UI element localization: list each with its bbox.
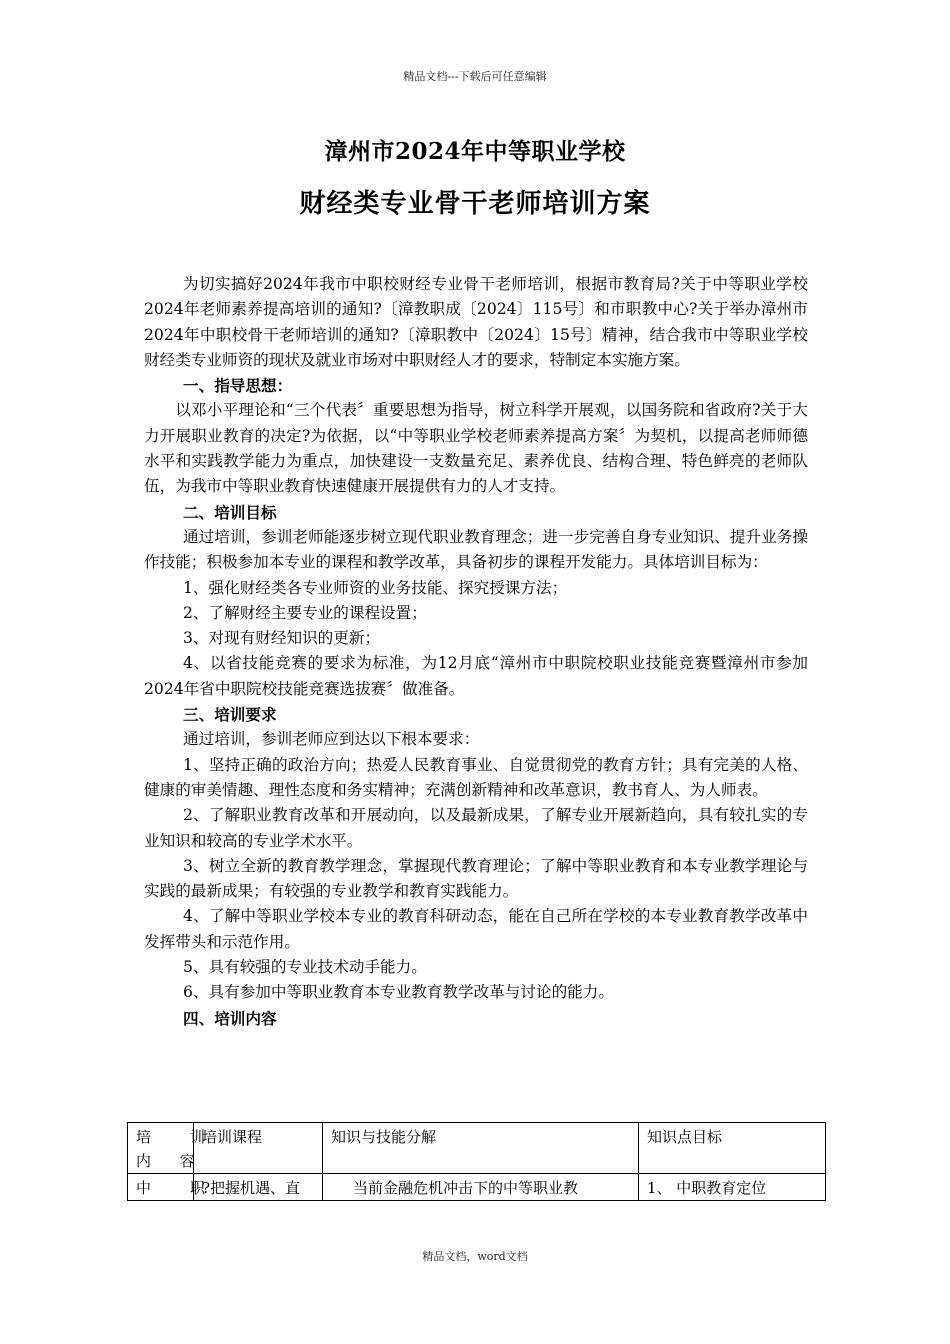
table-cell: ?把握机遇、直 — [194, 1174, 323, 1201]
document-body — [144, 272, 808, 1031]
table-header-cell: 知识与技能分解 — [323, 1123, 639, 1174]
table-cell: 1、 中职教育定位 — [639, 1174, 826, 1201]
section3-item: 3、树立全新的教育教学理念，掌握现代教育理论；了解中等职业教育和本专业教学理论与实践的最新成果；有较强的专业教学和教育实践能力。 — [144, 856, 808, 901]
section1-heading: 一、指导思想： — [183, 376, 293, 396]
section3-heading: 三、培训要求 — [183, 705, 277, 725]
section3-item: 6、具有参加中等职业教育本专业教育教学改革与讨论的能力。 — [183, 983, 614, 1002]
table-header-cell — [128, 1123, 218, 1174]
document-title-line1: 漳州市2024年中等职业学校 — [324, 138, 626, 165]
section2-intro: 通过培训，参训老师能逐步树立现代职业教育理念；进一步完善自身专业知识、提升业务操作技能；积极参加本专业的课程和教学改革，具备初步的课程开发能力。具体培训目标为： — [144, 527, 808, 572]
page-header-note: 精品文档---下载后可任意编辑 — [403, 70, 547, 83]
training-content-table — [127, 1122, 826, 1201]
document-title-line2: 财经类专业骨干老师培训方案 — [299, 189, 651, 219]
page-footer-note: 精品文档，word文档 — [422, 1250, 528, 1263]
table-header-cell: 知识点目标 — [639, 1123, 826, 1174]
section2-item: 4、以省技能竞赛的要求为标准，为12月底“漳州市中职院校职业技能竞赛暨漳州市参加2024年省中职院校技能竞赛选拔赛〞做准备。 — [144, 654, 808, 698]
table-row — [128, 1174, 826, 1201]
section3-item: 4、了解中等职业学校本专业的教育科研动态，能在自己所在学校的本专业教育教学改革中发挥带头和示范作用。 — [144, 907, 808, 951]
table-cell: 中 职 — [128, 1174, 194, 1201]
table-cell: 当前金融危机冲击下的中等职业教 — [323, 1174, 639, 1201]
header-col1-line1: 培 训 — [136, 1128, 218, 1146]
intro-paragraph: 为切实搞好2024年我市中职校财经专业骨干老师培训，根据市教育局?关于中等职业学校2024年老师素养提高培训的通知?〔漳教职成〔2024〕115号〕和市职教中心?关于举办漳州市2024年中职校骨干老师培训的通知?〔漳职教中〔2024〕15号〕精神，结合我市中等职业学校财经类专业师资的现状及就业市场对中职财经人才的要求，特制定本实施方案。 — [144, 275, 808, 369]
table-header-cell: 培训课程 — [194, 1123, 323, 1174]
section3-item: 2、了解职业教育改革和开展动向，以及最新成果，了解专业开展新趋向，具有较扎实的专业知识和较高的专业学术水平。 — [144, 806, 808, 850]
section2-item: 2、了解财经主要专业的课程设置； — [183, 603, 427, 622]
header-col1-line2: 内 容 — [136, 1152, 207, 1170]
section4-heading: 四、培训内容 — [183, 1008, 277, 1028]
section2-heading: 二、培训目标 — [183, 502, 277, 522]
section3-item: 5、具有较强的专业技术动手能力。 — [183, 958, 427, 977]
section2-item: 3、对现有财经知识的更新； — [183, 629, 381, 648]
section1-text: 以邓小平理论和“三个代表〞重要思想为指导，树立科学开展观，以国务院和省政府?关于大力开展职业教育的决定?为依据，以“中等职业学校老师素养提高方案〞为契机，以提高老师师德水平和实践教学能力为重点，加快建设一支数量充足、素养优良、结构合理、特色鲜亮的老师队伍，为我市中等职业教育快速健康开展提供有力的人才支持。 — [144, 401, 808, 496]
table-header-row — [128, 1123, 826, 1174]
section2-item: 1、强化财经类各专业师资的业务技能、探究授课方法； — [183, 578, 568, 597]
section3-item: 1、坚持正确的政治方向；热爱人民教育事业、自觉贯彻党的教育方针；具有完美的人格、健康的审美情趣、理性态度和务实精神；充满创新精神和改革意识，教书育人、为人师表。 — [144, 755, 808, 799]
section3-intro: 通过培训，参训老师应到达以下根本要求： — [183, 730, 480, 749]
